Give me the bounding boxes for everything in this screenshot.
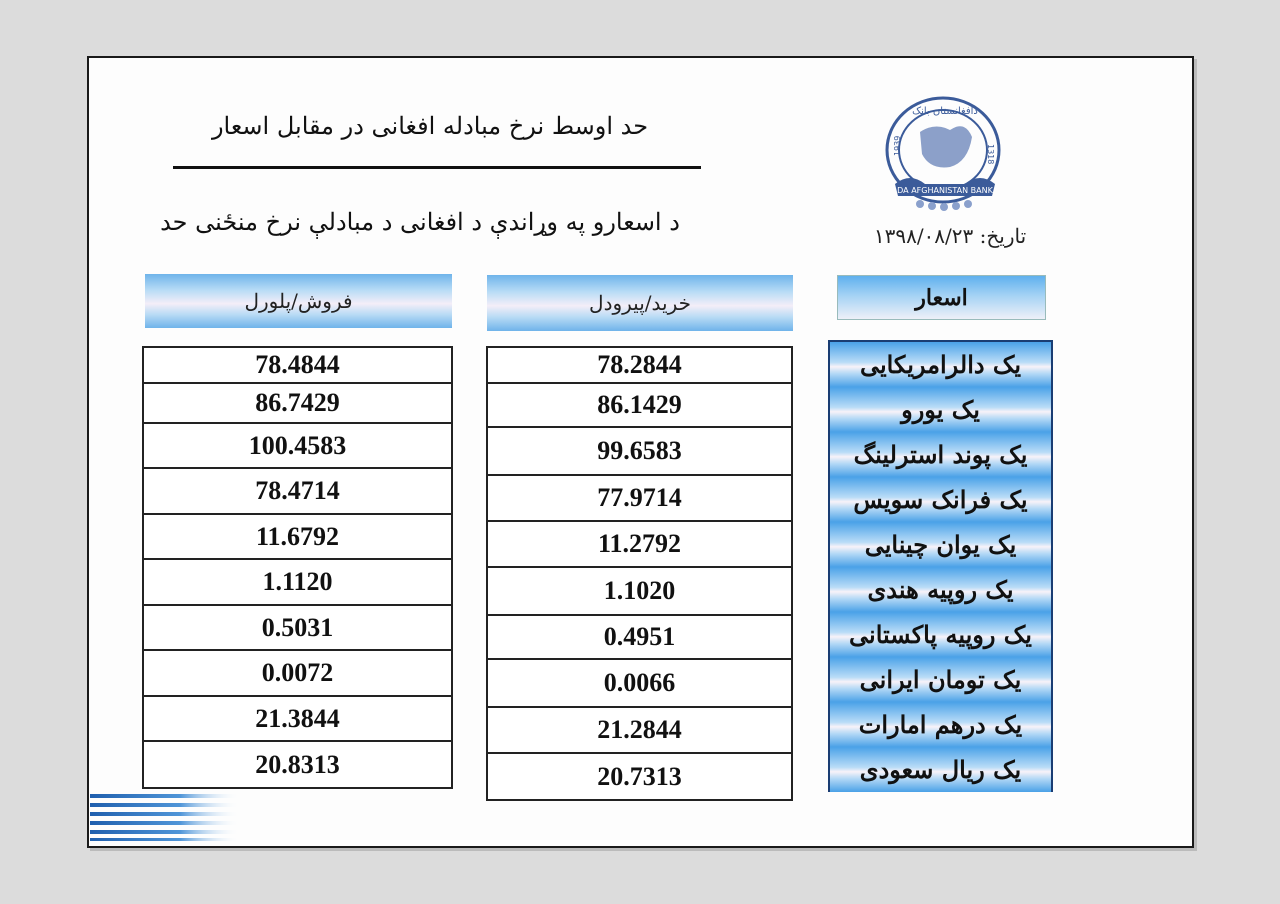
buy-cell: 0.0066 — [486, 658, 793, 708]
sell-cell: 0.5031 — [142, 604, 453, 651]
header-buy: خرید/پیرودل — [487, 275, 793, 331]
currency-name: یک روپیه پاکستانی — [830, 612, 1051, 658]
buy-cell: 1.1020 — [486, 566, 793, 616]
sell-cell: 11.6792 — [142, 513, 453, 560]
decorative-stripes — [90, 794, 240, 842]
sell-cell: 21.3844 — [142, 695, 453, 742]
sell-cell: 100.4583 — [142, 422, 453, 469]
title-dari: حد اوسط نرخ مبادله افغانی در مقابل اسعار — [211, 112, 649, 140]
currency-name: یک درهم امارات — [830, 702, 1051, 748]
sell-cell: 20.8313 — [142, 740, 453, 789]
sell-cell: 78.4844 — [142, 346, 453, 384]
logo-arabic-text: دافغانستان بانک — [912, 106, 978, 117]
buy-cell: 86.1429 — [486, 382, 793, 428]
bank-logo — [880, 92, 1010, 216]
currency-name: یک روپیه هندی — [830, 567, 1051, 613]
buy-cell: 21.2844 — [486, 706, 793, 754]
date-label: تاریخ: ۱۳۹۸/۰۸/۲۳ — [873, 224, 1027, 248]
logo-english-name: DA AFGHANISTAN BANK — [897, 186, 993, 195]
buy-cell: 20.7313 — [486, 752, 793, 801]
currency-name: یک فرانک سویس — [830, 477, 1051, 523]
sell-cell: 86.7429 — [142, 382, 453, 424]
buy-cell: 99.6583 — [486, 426, 793, 476]
logo-year-left: 1939 — [893, 135, 902, 156]
title-pashto: د اسعارو په وړاندې د افغانی د مبادلې نرخ منځنی حد — [160, 208, 680, 236]
currency-name: یک ریال سعودی — [830, 747, 1051, 792]
currency-name: یک یورو — [830, 387, 1051, 433]
sell-cell: 0.0072 — [142, 649, 453, 697]
buy-cell: 78.2844 — [486, 346, 793, 384]
currency-name: یک دالرامریکایی — [830, 342, 1051, 388]
buy-cell: 11.2792 — [486, 520, 793, 568]
buy-cell: 0.4951 — [486, 614, 793, 660]
currency-name: یک پوند استرلینگ — [830, 432, 1051, 478]
currency-name: یک یوان چینایی — [830, 522, 1051, 568]
buy-cell: 77.9714 — [486, 474, 793, 522]
currency-column — [828, 340, 1053, 792]
logo-year-right: 1318 — [986, 144, 995, 165]
header-sell: فروش/پلورل — [145, 274, 452, 328]
sell-cell: 1.1120 — [142, 558, 453, 606]
currency-name: یک تومان ایرانی — [830, 657, 1051, 703]
sell-cell: 78.4714 — [142, 467, 453, 515]
header-currency: اسعار — [837, 275, 1046, 320]
title-divider — [173, 166, 701, 169]
